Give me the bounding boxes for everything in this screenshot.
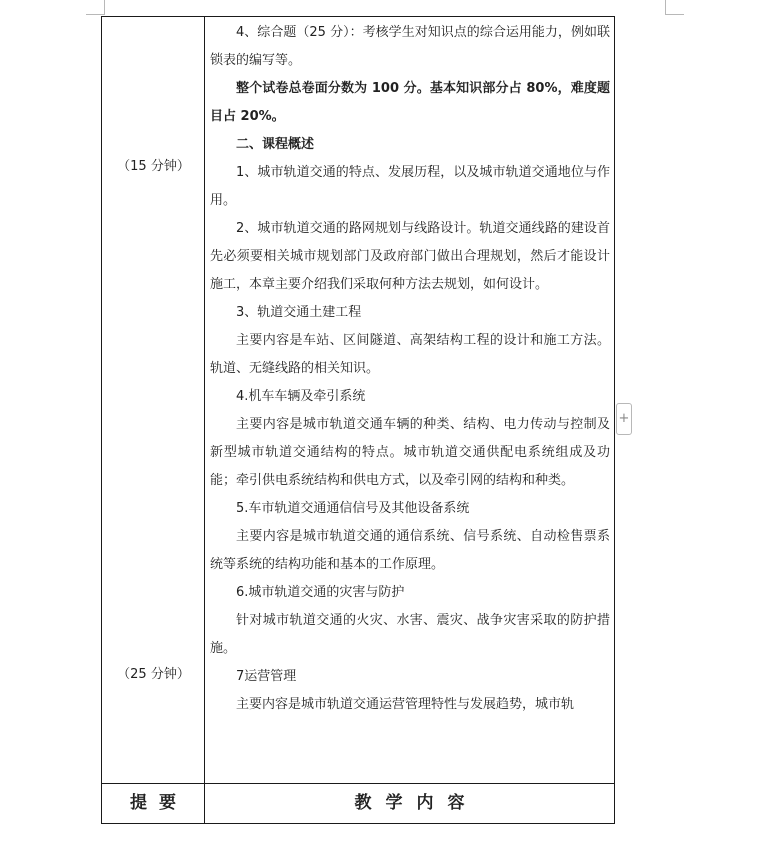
- paragraph-item-6-body: 针对城市轨道交通的火灾、水害、震灾、战争灾害采取的防护措施。: [210, 613, 610, 656]
- page-corner-mark-left: [86, 0, 105, 15]
- header-cell-teaching-content: 教学内容: [354, 793, 479, 813]
- content-column: [205, 17, 614, 783]
- page-corner-mark-right: [665, 0, 684, 15]
- header-cell-summary: 提要: [102, 784, 205, 823]
- paragraph-item-1: 1、城市轨道交通的特点、发展历程，以及城市轨道交通地位与作用。: [210, 165, 610, 208]
- paragraph-item-5-body: 主要内容是城市轨道交通的通信系统、信号系统、自动检售票系统等系统的结构功能和基本的工作原理。: [210, 529, 610, 572]
- heading-item-5: 5.车市轨道交通通信信号及其他设备系统: [236, 501, 470, 516]
- paragraph-item-7-body: 主要内容是城市轨道交通运营管理特性与发展趋势，城市轨: [236, 697, 575, 712]
- paragraph-item-3-body: 主要内容是车站、区间隧道、高架结构工程的设计和施工方法。轨道、无缝线路的相关知识。: [210, 333, 610, 376]
- table-header-row: [102, 783, 614, 823]
- heading-item-3: 3、轨道交通土建工程: [236, 305, 362, 320]
- paragraph-item-2: 2、城市轨道交通的路网规划与线路设计。轨道交通线路的建设首先必须要相关城市规划部门及政府部门做出合理规划，然后才能设计施工，本章主要介绍我们采取何种方法去规划，如何设计。: [210, 221, 610, 292]
- heading-item-4: 4.机车车辆及牵引系统: [236, 389, 366, 404]
- paragraph-item-4-body: 主要内容是城市轨道交通车辆的种类、结构、电力传动与控制及新型城市轨道交通结构的特点。城市轨道交通供配电系统组成及功能；牵引供电系统结构和供电方式，以及牵引网的结构和种类。: [210, 417, 610, 488]
- time-column: [102, 17, 205, 783]
- heading-item-7: 7运营管理: [236, 669, 297, 684]
- lesson-plan-table: [101, 16, 615, 824]
- heading-item-6: 6.城市轨道交通的灾害与防护: [236, 585, 405, 600]
- time-label-25min: （25 分钟）: [117, 667, 190, 682]
- time-label-15min: （15 分钟）: [117, 159, 190, 174]
- paragraph-score-summary: 整个试卷总卷面分数为 100 分。基本知识部分占 80%，难度题目占 20%。: [210, 81, 610, 124]
- expand-plus-button[interactable]: [616, 403, 632, 435]
- section-heading-course-overview: 二、课程概述: [236, 137, 315, 152]
- plus-icon: +: [618, 411, 630, 426]
- paragraph-comprehensive-question: 4、综合题（25 分）：考核学生对知识点的综合运用能力，例如联锁表的编写等。: [210, 25, 610, 68]
